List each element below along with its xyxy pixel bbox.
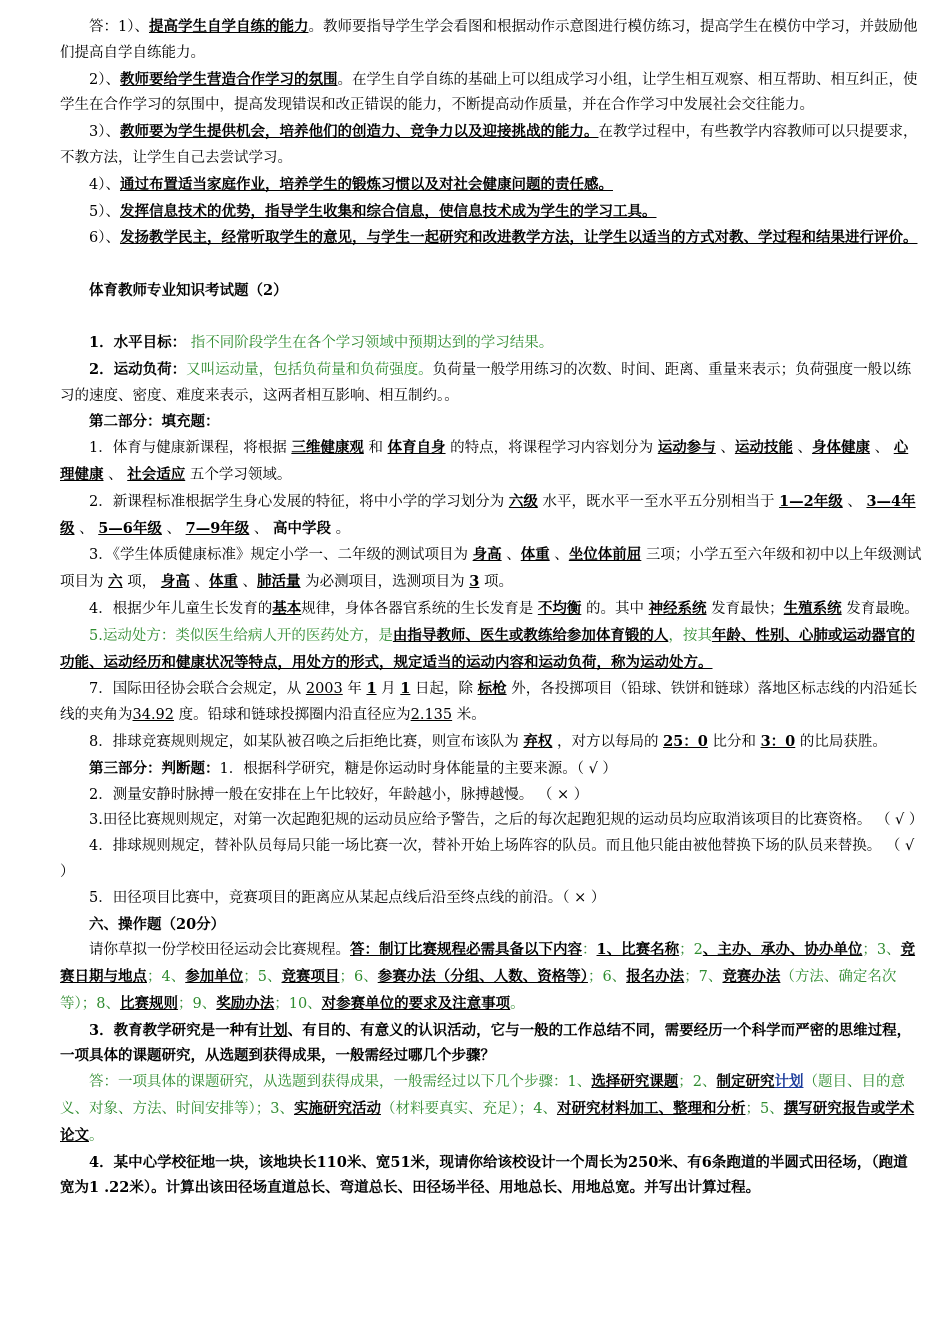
question-3: 3．教育教学研究是一种有计划、有目的、有意义的认识活动，它与一般的工作总结不同，需要经历一个科学而严密的思维过程，一项具体的课题研究，从选题到获得成果，一般需经过哪几个步骤？: [60, 1021, 912, 1065]
fill-5: 5.运动处方：类似医生给病人开的医药处方，是由指导教师、医生或教练给参加体育锻的人，按其年龄、性别、心肺或运动器官的功能、运动经历和健康状况等特点，用处方的形式，规定适当的运动内容和运动负荷，称为运动处方。: [60, 626, 915, 671]
answer-1: 答：1）、提高学生自学自练的能力。教师要指导学生学会看图和根据动作示意图进行模仿练习，提高学生在模仿中学习，并鼓励他们提高自学自练能力。: [60, 18, 918, 61]
fill-3: 3．《学生体质健康标准》规定小学一、二年级的测试项目为 身高 、体重 、坐位体前屈 三项；小学五至六年级和初中以上年级测试项目为 六 项， 身高 、体重 、肺活量 为必测项目，选测项目为 3 项。: [60, 546, 922, 591]
answer-4: 4）、通过布置适当家庭作业，培养学生的锻炼习惯以及对社会健康问题的责任感。: [89, 175, 613, 193]
judge-2: 2．测量安静时脉搏一般在安排在上午比较好，年龄越小，脉搏越慢。 （ × ）: [89, 786, 589, 803]
question-4: 4．某中心学校征地一块，该地块长110米、宽51米，现请你给该校设计一个周长为250米、有6条跑道的半圆式田径场，（跑道宽为1 .22米）。计算出该田径场直道总长、弯道总长、田径场半径、用地总长、用地总宽。并写出计算过程。: [60, 1153, 908, 1197]
fill-7: 7．国际田径协会联合会规定，从 2003 年 1 月 1 日起，除 标枪 外，各投掷项目（铅球、铁饼和链球）落地区标志线的内沿延长线的夹角为34.92 度。铅球和链球投掷圈内沿直径应为2.135 米。: [60, 680, 918, 724]
fill-1: 1．体育与健康新课程，将根据 三维健康观 和 体育自身 的特点，将课程学习内容划分为 运动参与 、运动技能 、身体健康 、 心理健康 、 社会适应 五个学习领域。: [60, 439, 909, 483]
part2-title: 第二部分：填充题：: [89, 413, 220, 431]
exam-title: 体育教师专业知识考试题（2）: [89, 282, 288, 300]
judge-5: 5．田径项目比赛中，竞赛项目的距离应从某起点线后沿至终点线的前沿。（ × ）: [89, 889, 606, 906]
q1: 1．水平目标： 指不同阶段学生在各个学习领域中预期达到的学习结果。: [89, 333, 554, 351]
answer-2: 2）、教师要给学生营造合作学习的氛围。在学生自学自练的基础上可以组成学习小组，让学生相互观察、相互帮助、相互纠正，使学生在合作学习的氛围中，提高发现错误和改正错误的能力，不断提高动作质量，并在合作学习中发展社会交往能力。: [60, 70, 918, 114]
fill-4: 4．根据少年儿童生长发育的基本规律，身体各器官系统的生长发育是 不均衡 的。其中 神经系统 发育最快；生殖系统 发育最晚。: [89, 599, 919, 617]
answer-5: 5）、发挥信息技术的优势，指导学生收集和综合信息，使信息技术成为学生的学习工具。: [89, 202, 657, 220]
part3: 第三部分：判断题：1．根据科学研究，糖是你运动时身体能量的主要来源。（ √ ）: [89, 759, 617, 777]
fill-8: 8．排球竞赛规则规定，如某队被召唤之后拒绝比赛，则宣布该队为 弃权 ，对方以每局的 25：0 比分和 3：0 的比局获胜。: [89, 732, 887, 750]
fill-2: 2．新课程标准根据学生身心发展的特征，将中小学的学习划分为 六级 水平，既水平一至水平五分别相当于 1—2年级 、 3—4年级 、 5—6年级 、 7—9年级 、 高中学段 。: [60, 492, 916, 537]
judge-3: 3.田径比赛规则规定，对第一次起跑犯规的运动员应给予警告，之后的每次起跑犯规的运动员均应取消该项目的比赛资格。 （ √ ）: [89, 812, 924, 829]
answer-3: 3）、教师要为学生提供机会，培养他们的创造力、竞争力以及迎接挑战的能力。在教学过程中，有些教学内容教师可以只提要求，不教方法，让学生自己去尝试学习。: [60, 123, 918, 166]
answer-q3: 答：一项具体的课题研究，从选题到获得成果，一般需经过以下几个步骤：1、选择研究课题；2、制定研究计划（题目、目的意义、对象、方法、时间安排等）；3、实施研究活动（材料要真实、充足）；4、对研究材料加工、整理和分析；5、撰写研究报告或学术论文。: [60, 1073, 915, 1144]
answer-6: 6）、发扬教学民主，经常听取学生的意见，与学生一起研究和改进教学方法，让学生以适当的方式对教、学过程和结果进行评价。: [89, 229, 918, 247]
judge-4: 4．排球规则规定，替补队员每局只能一场比赛一次，替补开始上场阵容的队员。而且他只能由被他替换下场的队员来替换。 （ √ ）: [60, 838, 915, 880]
part6-title: 六、操作题（20分）: [89, 915, 226, 933]
q2: 2．运动负荷：又叫运动量，包括负荷量和负荷强度。负荷量一般学用练习的次数、时间、距离、重量来表示；负荷强度一般以练习的速度、密度、难度来表示，这两者相互影响、相互制约。。: [60, 360, 912, 404]
operation-1: 请你草拟一份学校田径运动会比赛规程。答：制订比赛规程必需具备以下内容：1、比赛名称；2、主办、承办、协办单位；3、竞赛日期与地点；4、参加单位；5、竞赛项目；6、参赛办法（分组、人数、资格等）；6、报名办法；7、竞赛办法（方法、确定名次等）；8、比赛规则；9、奖励办法；10、对参赛单位的要求及注意事项。: [60, 941, 916, 1012]
